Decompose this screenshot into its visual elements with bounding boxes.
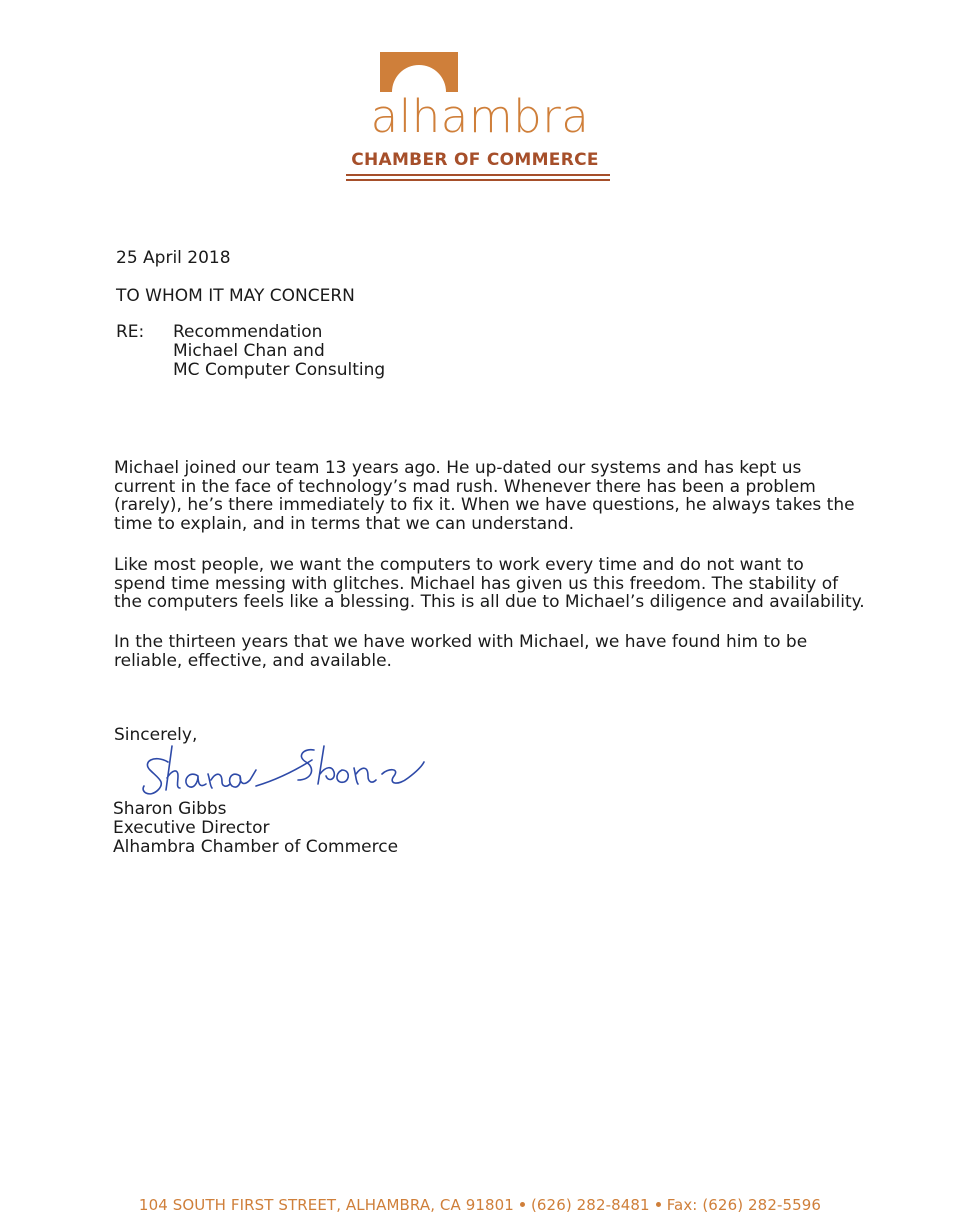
body-paragraph-1 [114, 459, 874, 533]
letterhead-rule [346, 174, 610, 176]
body-line: (rarely), he’s there immediately to fix it. When we have questions, he always takes the [114, 495, 855, 515]
re-label: RE: [116, 322, 145, 342]
signer-name: Sharon Gibbs [113, 799, 227, 819]
letterhead-name: alhambra [370, 90, 590, 143]
footer-address: 104 SOUTH FIRST STREET, ALHAMBRA, CA 91801 [138, 1196, 514, 1214]
closing: Sincerely, [114, 725, 198, 745]
body-paragraph-3 [114, 633, 874, 670]
salutation: TO WHOM IT MAY CONCERN [116, 286, 355, 306]
bullet-icon [656, 1202, 661, 1207]
bullet-icon [520, 1202, 525, 1207]
re-line: Recommendation [173, 322, 323, 342]
letterhead-footer [0, 1196, 960, 1214]
signer-organization: Alhambra Chamber of Commerce [113, 837, 399, 857]
body-line: Like most people, we want the computers to work every time and do not want to [114, 555, 804, 575]
body-paragraph-2 [114, 556, 874, 612]
handwritten-signature-icon [136, 740, 426, 800]
letter-date: 25 April 2018 [116, 248, 231, 268]
body-line: Michael joined our team 13 years ago. He up-dated our systems and has kept us [114, 458, 802, 478]
body-line: time to explain, and in terms that we can understand. [114, 513, 574, 534]
letterhead-logo [340, 48, 620, 188]
re-line: Michael Chan and [173, 341, 325, 361]
letterhead-subtitle: CHAMBER OF COMMERCE [351, 150, 599, 170]
body-line: the computers feels like a blessing. This is all due to Michael’s diligence and availability. [114, 592, 865, 612]
body-line: spend time messing with glitches. Michael has given us this freedom. The stability of [114, 573, 839, 594]
footer-fax: Fax: (626) 282-5596 [666, 1196, 822, 1214]
signer-title: Executive Director [113, 818, 270, 838]
footer-phone: (626) 282-8481 [530, 1196, 650, 1214]
body-line: current in the face of technology’s mad rush. Whenever there has been a problem [114, 476, 816, 497]
re-line: MC Computer Consulting [173, 360, 386, 380]
body-line: In the thirteen years that we have worked with Michael, we have found him to be [114, 632, 808, 652]
body-line: reliable, effective, and available. [114, 650, 392, 671]
arch-block-icon [380, 52, 458, 92]
letterhead-rule [346, 179, 610, 181]
